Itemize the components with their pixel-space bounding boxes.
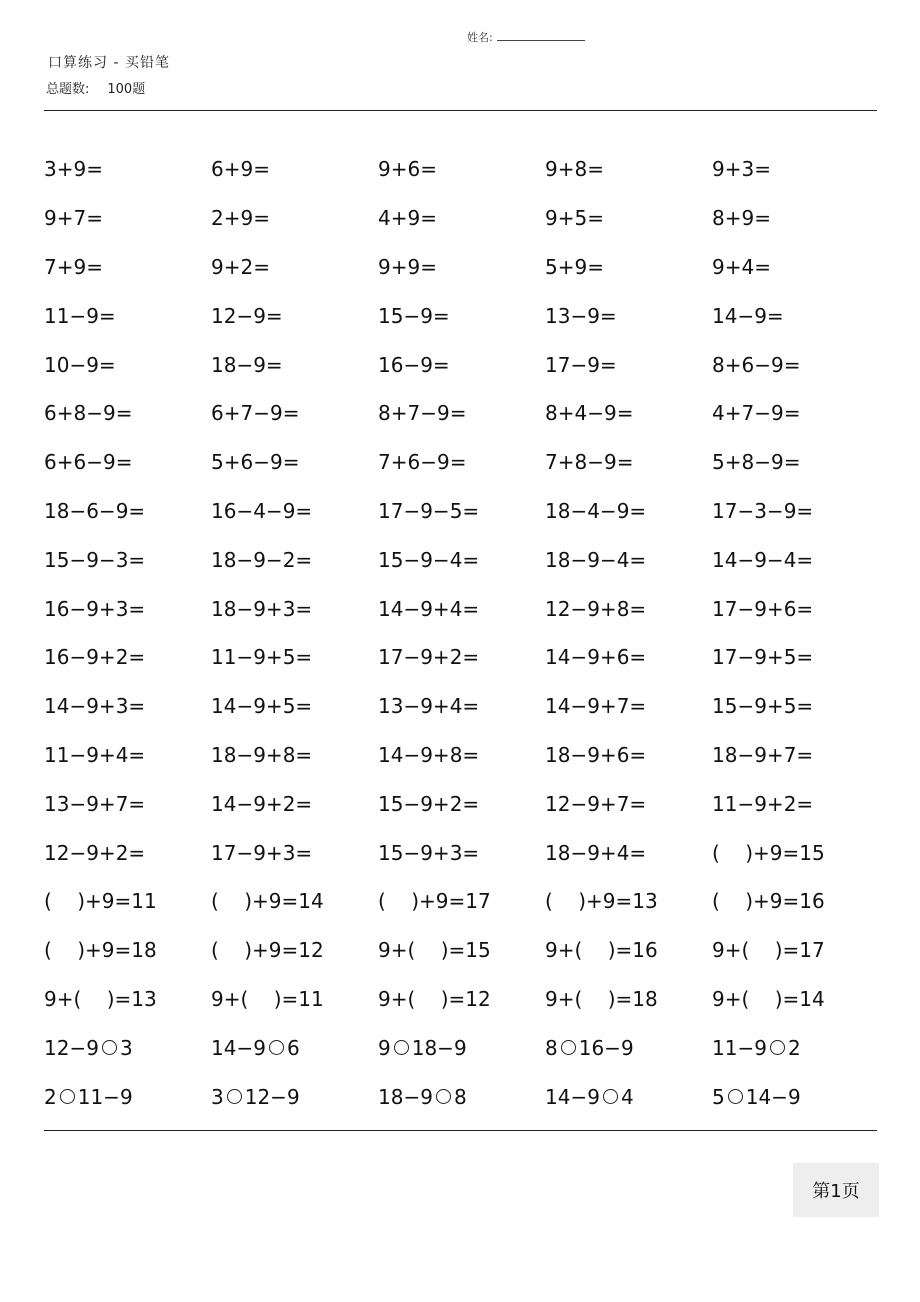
comparison-problem	[712, 1035, 801, 1060]
problem-row	[44, 145, 884, 194]
comparison-right: 4	[620, 1084, 634, 1109]
problem: 8+7−9=	[378, 401, 467, 426]
problem: 11−9+2=	[712, 791, 814, 816]
problem: 5+6−9=	[211, 450, 300, 475]
problem: 13−9=	[545, 303, 617, 328]
problem: 14−9+3=	[44, 694, 146, 719]
answer-circle-icon[interactable]	[227, 1089, 242, 1104]
problem: 6+6−9=	[44, 450, 133, 475]
answer-circle-icon[interactable]	[603, 1089, 618, 1104]
problem: 4+9=	[378, 206, 437, 231]
comparison-left: 11−9	[712, 1035, 767, 1060]
problem: 16−9+3=	[44, 596, 146, 621]
problem: 13−9+4=	[378, 694, 480, 719]
comparison-left: 18−9	[378, 1084, 433, 1109]
comparison-problem	[378, 1084, 467, 1109]
comparison-right: 6	[286, 1035, 300, 1060]
answer-circle-icon[interactable]	[60, 1089, 75, 1104]
comparison-left: 8	[545, 1035, 558, 1060]
comparison-left: 14−9	[545, 1084, 600, 1109]
problem: 14−9=	[712, 303, 784, 328]
problem: 12−9+7=	[545, 791, 647, 816]
problem: 16−9=	[378, 352, 450, 377]
comparison-problem	[44, 1035, 133, 1060]
problem: ( )+9=12	[211, 938, 324, 963]
comparison-right: 3	[119, 1035, 133, 1060]
problem: 9+( )=14	[712, 986, 825, 1011]
name-blank-line[interactable]	[497, 28, 585, 41]
count-value: 100题	[107, 82, 146, 97]
problem: 4+7−9=	[712, 401, 801, 426]
problem: 18−9+7=	[712, 742, 814, 767]
problem-row	[44, 535, 884, 584]
problem: 17−9+3=	[211, 840, 313, 865]
problem: 18−6−9=	[44, 498, 146, 523]
comparison-problem	[211, 1035, 300, 1060]
problem: 6+9=	[211, 157, 270, 182]
problem-row	[44, 243, 884, 292]
problem: 6+7−9=	[211, 401, 300, 426]
problem: 17−9+6=	[712, 596, 814, 621]
name-label: 姓名:	[467, 31, 493, 44]
problem-row	[44, 828, 884, 877]
problem-grid	[44, 145, 884, 1121]
problem: 15−9+5=	[712, 694, 814, 719]
problem: ( )+9=16	[712, 889, 825, 914]
problem-row	[44, 682, 884, 731]
worksheet-title: 口算练习 - 买铅笔	[48, 55, 170, 71]
problem-count	[46, 78, 145, 97]
problem-row	[44, 438, 884, 487]
answer-circle-icon[interactable]	[269, 1040, 284, 1055]
problem: 8+6−9=	[712, 352, 801, 377]
problem: 18−9+4=	[545, 840, 647, 865]
comparison-right: 2	[787, 1035, 801, 1060]
problem-row	[44, 340, 884, 389]
problem: 6+8−9=	[44, 401, 133, 426]
comparison-left: 5	[712, 1084, 725, 1109]
problem: ( )+9=11	[44, 889, 157, 914]
page-number: 第1页	[793, 1163, 879, 1217]
problem: 14−9−4=	[712, 547, 814, 572]
comparison-right: 16−9	[578, 1035, 634, 1060]
problem-row	[44, 926, 884, 975]
problem: 9+2=	[211, 254, 270, 279]
problem: ( )+9=15	[712, 840, 825, 865]
problem: 14−9+5=	[211, 694, 313, 719]
answer-circle-icon[interactable]	[394, 1040, 409, 1055]
answer-circle-icon[interactable]	[436, 1089, 451, 1104]
problem-row	[44, 633, 884, 682]
answer-circle-icon[interactable]	[728, 1089, 743, 1104]
problem: 9+( )=17	[712, 938, 825, 963]
problem: 11−9=	[44, 303, 116, 328]
problem: 12−9+2=	[44, 840, 146, 865]
answer-circle-icon[interactable]	[770, 1040, 785, 1055]
problem: 9+9=	[378, 254, 437, 279]
problem: 9+5=	[545, 206, 604, 231]
problem: 9+( )=18	[545, 986, 658, 1011]
problem-row	[44, 975, 884, 1024]
problem: 5+9=	[545, 254, 604, 279]
problem: 9+( )=15	[378, 938, 491, 963]
comparison-right: 18−9	[411, 1035, 467, 1060]
comparison-right: 12−9	[244, 1084, 300, 1109]
problem: 18−9+8=	[211, 742, 313, 767]
problem: ( )+9=17	[378, 889, 491, 914]
problem: 2+9=	[211, 206, 270, 231]
problem: 18−4−9=	[545, 498, 647, 523]
problem: 17−9+5=	[712, 645, 814, 670]
problem: ( )+9=13	[545, 889, 658, 914]
problem-row	[44, 877, 884, 926]
problem: 17−9=	[545, 352, 617, 377]
problem: 11−9+5=	[211, 645, 313, 670]
comparison-row	[44, 1023, 884, 1072]
problem: 9+3=	[712, 157, 771, 182]
problem: 9+8=	[545, 157, 604, 182]
problem-row	[44, 584, 884, 633]
comparison-right: 14−9	[745, 1084, 801, 1109]
problem: 10−9=	[44, 352, 116, 377]
comparison-problem	[378, 1035, 467, 1060]
comparison-problem	[545, 1035, 634, 1060]
problem: 15−9+3=	[378, 840, 480, 865]
problem: 14−9+4=	[378, 596, 480, 621]
problem: 8+4−9=	[545, 401, 634, 426]
problem: 17−9−5=	[378, 498, 480, 523]
comparison-problem	[712, 1084, 801, 1109]
problem: 12−9+8=	[545, 596, 647, 621]
problem: 14−9+2=	[211, 791, 313, 816]
comparison-left: 9	[378, 1035, 391, 1060]
problem: 9+7=	[44, 206, 103, 231]
student-name-field[interactable]	[467, 28, 585, 45]
answer-circle-icon[interactable]	[561, 1040, 576, 1055]
problem-row	[44, 291, 884, 340]
count-label: 总题数:	[46, 82, 90, 97]
comparison-right: 11−9	[77, 1084, 133, 1109]
problem: 15−9−3=	[44, 547, 146, 572]
problem: 8+9=	[712, 206, 771, 231]
problem: 18−9+3=	[211, 596, 313, 621]
problem: 18−9−4=	[545, 547, 647, 572]
problem: 5+8−9=	[712, 450, 801, 475]
problem: 11−9+4=	[44, 742, 146, 767]
problem: 16−4−9=	[211, 498, 313, 523]
problem: 18−9−2=	[211, 547, 313, 572]
problem: 7+8−9=	[545, 450, 634, 475]
problem: ( )+9=18	[44, 938, 157, 963]
comparison-left: 2	[44, 1084, 57, 1109]
problem: 7+9=	[44, 254, 103, 279]
comparison-left: 12−9	[44, 1035, 99, 1060]
problem: 14−9+7=	[545, 694, 647, 719]
problem: 15−9=	[378, 303, 450, 328]
problem-row	[44, 779, 884, 828]
problem: 18−9=	[211, 352, 283, 377]
problem-row	[44, 389, 884, 438]
problem-row	[44, 194, 884, 243]
problem: 17−3−9=	[712, 498, 814, 523]
problem: 9+6=	[378, 157, 437, 182]
problem: 9+( )=11	[211, 986, 324, 1011]
problem: 14−9+8=	[378, 742, 480, 767]
comparison-problem	[545, 1084, 634, 1109]
problem: 17−9+2=	[378, 645, 480, 670]
problem: 14−9+6=	[545, 645, 647, 670]
top-divider	[44, 110, 877, 111]
problem: ( )+9=14	[211, 889, 324, 914]
comparison-problem	[211, 1084, 300, 1109]
problem: 12−9=	[211, 303, 283, 328]
problem: 16−9+2=	[44, 645, 146, 670]
problem-row	[44, 731, 884, 780]
bottom-divider	[44, 1130, 877, 1131]
problem-row	[44, 487, 884, 536]
problem: 7+6−9=	[378, 450, 467, 475]
problem: 13−9+7=	[44, 791, 146, 816]
comparison-problem	[44, 1084, 133, 1109]
problem: 9+( )=12	[378, 986, 491, 1011]
comparison-row	[44, 1072, 884, 1121]
problem: 9+( )=16	[545, 938, 658, 963]
problem: 15−9−4=	[378, 547, 480, 572]
problem: 3+9=	[44, 157, 103, 182]
comparison-right: 8	[453, 1084, 467, 1109]
comparison-left: 14−9	[211, 1035, 266, 1060]
problem: 9+4=	[712, 254, 771, 279]
problem: 15−9+2=	[378, 791, 480, 816]
problem: 18−9+6=	[545, 742, 647, 767]
problem: 9+( )=13	[44, 986, 157, 1011]
answer-circle-icon[interactable]	[102, 1040, 117, 1055]
comparison-left: 3	[211, 1084, 224, 1109]
